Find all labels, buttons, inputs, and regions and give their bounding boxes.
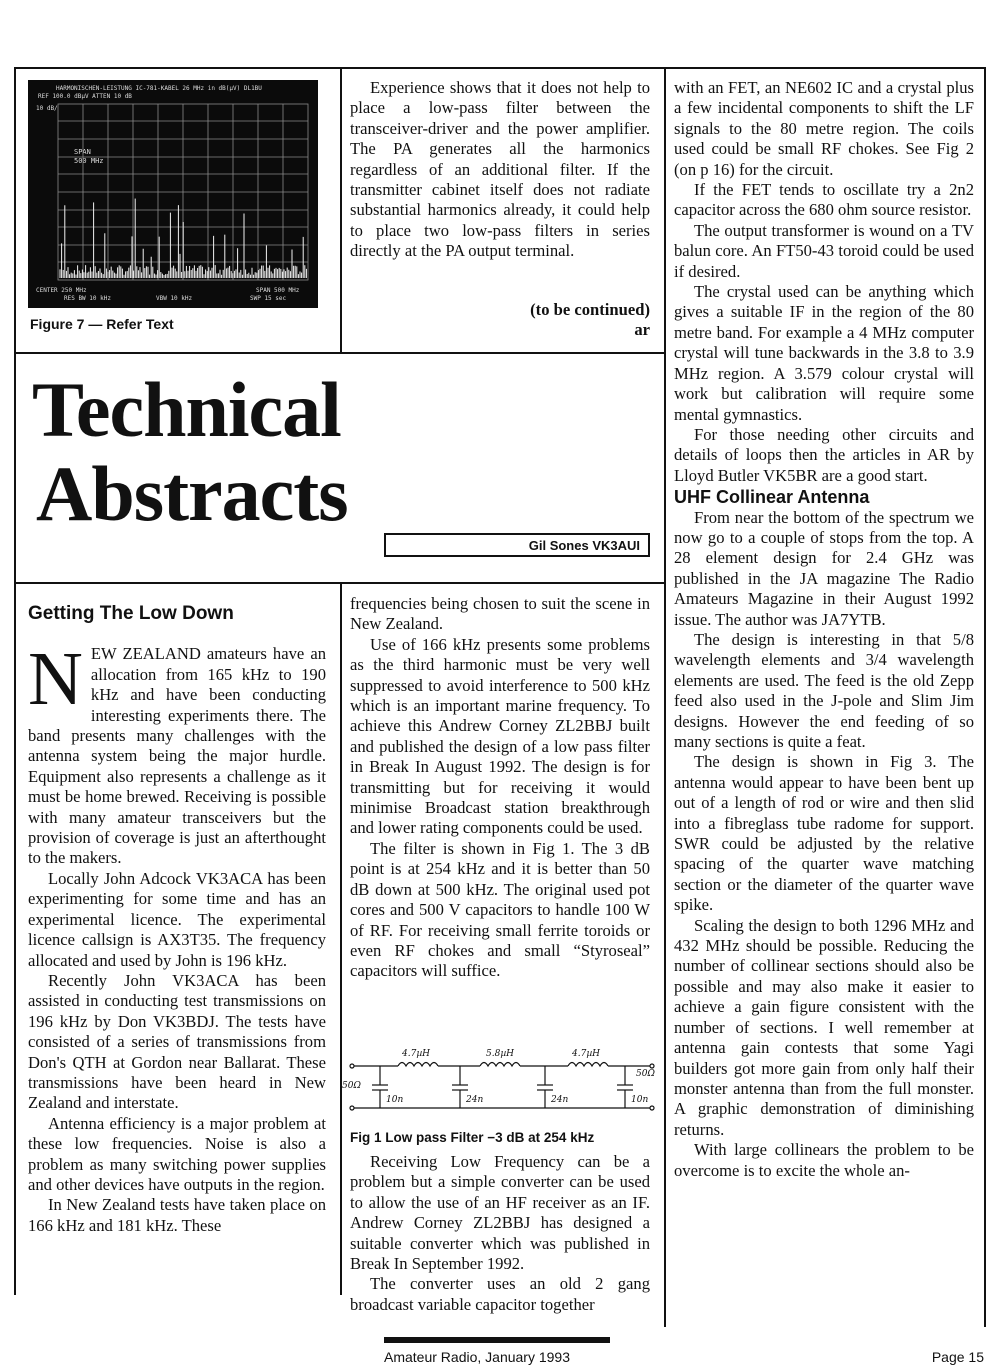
paragraph: The filter is shown in Fig 1. The 3 dB point is at 254 kHz and it is better than 50 dB down at 500 kHz. The original used pot cores and 500 V capacitors to handle 100 W of RF. For receiving small ferrite toroids or even RF chokes and small “Styroseal” capacitors will suffice.: [350, 838, 650, 981]
paragraph: The output transformer is wound on a TV balun core. An FT50-43 toroid could be used if desired.: [674, 220, 974, 281]
byline: Gil Sones VK3AUI: [528, 538, 640, 553]
divider-top-left: [340, 67, 342, 353]
page-title-line2: Abstracts: [36, 450, 348, 537]
spectrum-plot: [28, 80, 318, 308]
paragraph: The design is shown in Fig 3. The antenna would appear to have been bent up out of a length of rod or wire and then slid into a fibreglass tube radome for support. SWR could be adjusted by the relative spacing of the quarter wave matching section or the diameter of the quarter wave spike.: [674, 752, 974, 915]
paragraph: Experience shows that it does not help to place a low-pass filter between the transceiver-driver and the power amplifier. The PA generates all the harmonics regardless of an additional filter. If the transmitter cabinet itself does not radiate substantial harmonics already, it could help to place two low-pass filters in series directly at the PA output terminal.: [350, 78, 650, 261]
footer-rule: [384, 1337, 610, 1343]
paragraph: frequencies being chosen to suit the scene in New Zealand.: [350, 594, 650, 634]
paragraph: with an FET, an NE602 IC and a crystal plus a few incidental components to shift the LF signals to the 80 metre region. The coils used could be small RF chokes. See Fig 2 (on p 16) for the circuit.: [674, 78, 974, 179]
fig1-c2-label: 24n: [466, 1095, 484, 1105]
fig1-schematic: [340, 1042, 662, 1128]
right-border: [984, 67, 986, 1327]
figure7-screen: [28, 80, 318, 308]
fig1-c3-label: 24n: [551, 1095, 569, 1105]
screen-span-label: SPAN: [74, 148, 91, 156]
fig1-l1-label: 4.7µH: [402, 1049, 431, 1059]
fig1-r-in-label: 50Ω: [342, 1081, 361, 1091]
screen-header-1: HARMONISCHEN-LEISTUNG IC-781-KABEL 26 MHz in dB(µV) DL1BU: [56, 85, 262, 92]
middle-column-lower: [350, 1152, 650, 1315]
paragraph: For those needing other circuits and details of loops then the articles in AR by Lloyd Butler VK5BR are a good start.: [674, 424, 974, 485]
fig1-c4-label: 10n: [631, 1095, 649, 1105]
paragraph: In New Zealand tests have taken place on 166 kHz and 181 kHz. These: [28, 1195, 326, 1235]
footer-magazine: Amateur Radio, January 1993: [384, 1349, 570, 1365]
screen-footer-mid: VBW 10 kHz: [156, 295, 193, 302]
middle-column: [350, 594, 650, 982]
footer-page-number: Page 15: [931, 1349, 984, 1365]
paragraph: Use of 166 kHz presents some problems as the third harmonic must be very well suppressed to avoid interference to 500 kHz which is an important marine frequency. To achieve this Andrew Corney ZL2BBJ built and published the design of a low pass filter in Break In August 1992. The design is for transmitting but for receiving it would minimise Broadcast station breakthrough and lower rating components could be used.: [350, 634, 650, 838]
left-border: [14, 67, 16, 1295]
drop-cap: N: [28, 637, 83, 722]
fig1-l2-label: 5.8µH: [486, 1049, 515, 1059]
fig1-r-out-label: 50Ω: [636, 1069, 655, 1079]
top-border-right: [664, 67, 986, 69]
paragraph: Receiving Low Frequency can be a problem but a simple converter can be used to allow the use of an HF receiver as an IF. Andrew Corney ZL2BBJ has designed a suitable converter which was published in Break In September 1992.: [350, 1152, 650, 1274]
figure7-caption: Figure 7 — Refer Text: [30, 316, 174, 332]
byline-box: [384, 533, 650, 557]
paragraph: Recently John VK3ACA has been assisted in conducting test transmissions on 196 kHz by Don VK3BDJ. The tests have consisted of a series of transmissions from Don's QTH at Gordon near Ballarat. These transmissions have been heard in New Zealand and interstate.: [28, 970, 326, 1113]
screen-scale: 10 dB/: [36, 105, 58, 112]
paragraph-text: EW ZEALAND amateurs have an allocation from 165 kHz to 190 kHz and have been conducting interesting experiments there. The band presents many challenges with the antenna system being the major hurdle. Equipment also represents a challenge as it must be home brewed. Receiving is possible with many amateur transceivers but the provision of coverage is just an afterthought to the makers.: [28, 644, 326, 868]
paragraph: Scaling the design to both 1296 MHz and 432 MHz should be possible. Reducing the number of collinear sections should also be possible and may also make it easier to achieve a gain figure consistent with the number of sections. I well remember at antenna gain contests that some Yagi builders got more gain from only half their monster antenna than from the full monster. A graphic demonstration of diminishing returns.: [674, 915, 974, 1139]
paragraph: The crystal used can be anything which gives a suitable IF in the region of the 80 metre band. For example a 4 MHz computer crystal will tune backwards in the 3.8 to 3.9 MHz region. A 3.579 colour crystal will work but calibration will require some mental gymnastics.: [674, 282, 974, 424]
screen-footer-right2: SWP 15 sec: [250, 295, 287, 302]
section-heading-lowdown: Getting The Low Down: [28, 603, 234, 624]
fig1-c1-label: 10n: [386, 1095, 404, 1105]
paragraph: From near the bottom of the spectrum we now go to a couple of stops from the top. A 28 element design for 2.4 GHz was published in the JA magazine The Radio Amateurs Magazine in their August 1992 issue. The author was JA7YTB.: [674, 507, 974, 629]
screen-header-2: REF 100.0 dBµV ATTEN 10 dB: [38, 93, 132, 100]
paragraph: The converter uses an old 2 gang broadcast variable capacitor together: [350, 1274, 650, 1314]
section-heading-uhf: UHF Collinear Antenna: [674, 487, 870, 508]
paragraph: With large collinears the problem to be overcome is to excite the whole an-: [674, 1140, 974, 1180]
screen-footer-left: CENTER 250 MHz: [36, 287, 87, 294]
divider-bottom-left: [340, 582, 342, 1295]
left-column: [28, 604, 326, 1236]
to-be-continued: (to be continued): [530, 300, 650, 319]
right-column: [674, 78, 974, 1181]
end-mark: ar: [634, 320, 650, 339]
screen-footer-left2: RES BW 10 kHz: [64, 295, 111, 302]
divider-fig7: [14, 352, 666, 354]
low-pass-filter-diagram: [340, 1042, 662, 1128]
paragraph: Antenna efficiency is a major problem at these low frequencies. Noise is also a problem as many switching power supplies and other devices have outputs in the region.: [28, 1113, 326, 1194]
page-title-line1: Technical: [32, 366, 341, 453]
top-mid-column: [350, 78, 650, 262]
fig1-l3-label: 4.7µH: [572, 1049, 601, 1059]
paragraph: The design is interesting in that 5/8 wavelength elements and 3/4 wavelength elements are used. The feed is the old Zepp feed also used in the J-pole and Slim Jim designs. However the end feeding of so many sections is quite a feat.: [674, 629, 974, 751]
divider-right-column: [664, 67, 666, 1327]
paragraph-with-dropcap: [28, 637, 326, 868]
paragraph: Locally John Adcock VK3ACA has been experimenting for some time and has an experimental licence. The experimental licence callsign is AX3T35. The frequency allocated and used by John is 196 kHz.: [28, 868, 326, 970]
paragraph: If the FET tends to oscillate try a 2n2 capacitor across the 680 ohm source resistor.: [674, 180, 974, 220]
screen-span-value: 500 MHz: [74, 157, 104, 165]
fig1-caption: Fig 1 Low pass Filter −3 dB at 254 kHz: [350, 1130, 595, 1145]
screen-footer-right: SPAN 500 MHz: [256, 287, 300, 294]
